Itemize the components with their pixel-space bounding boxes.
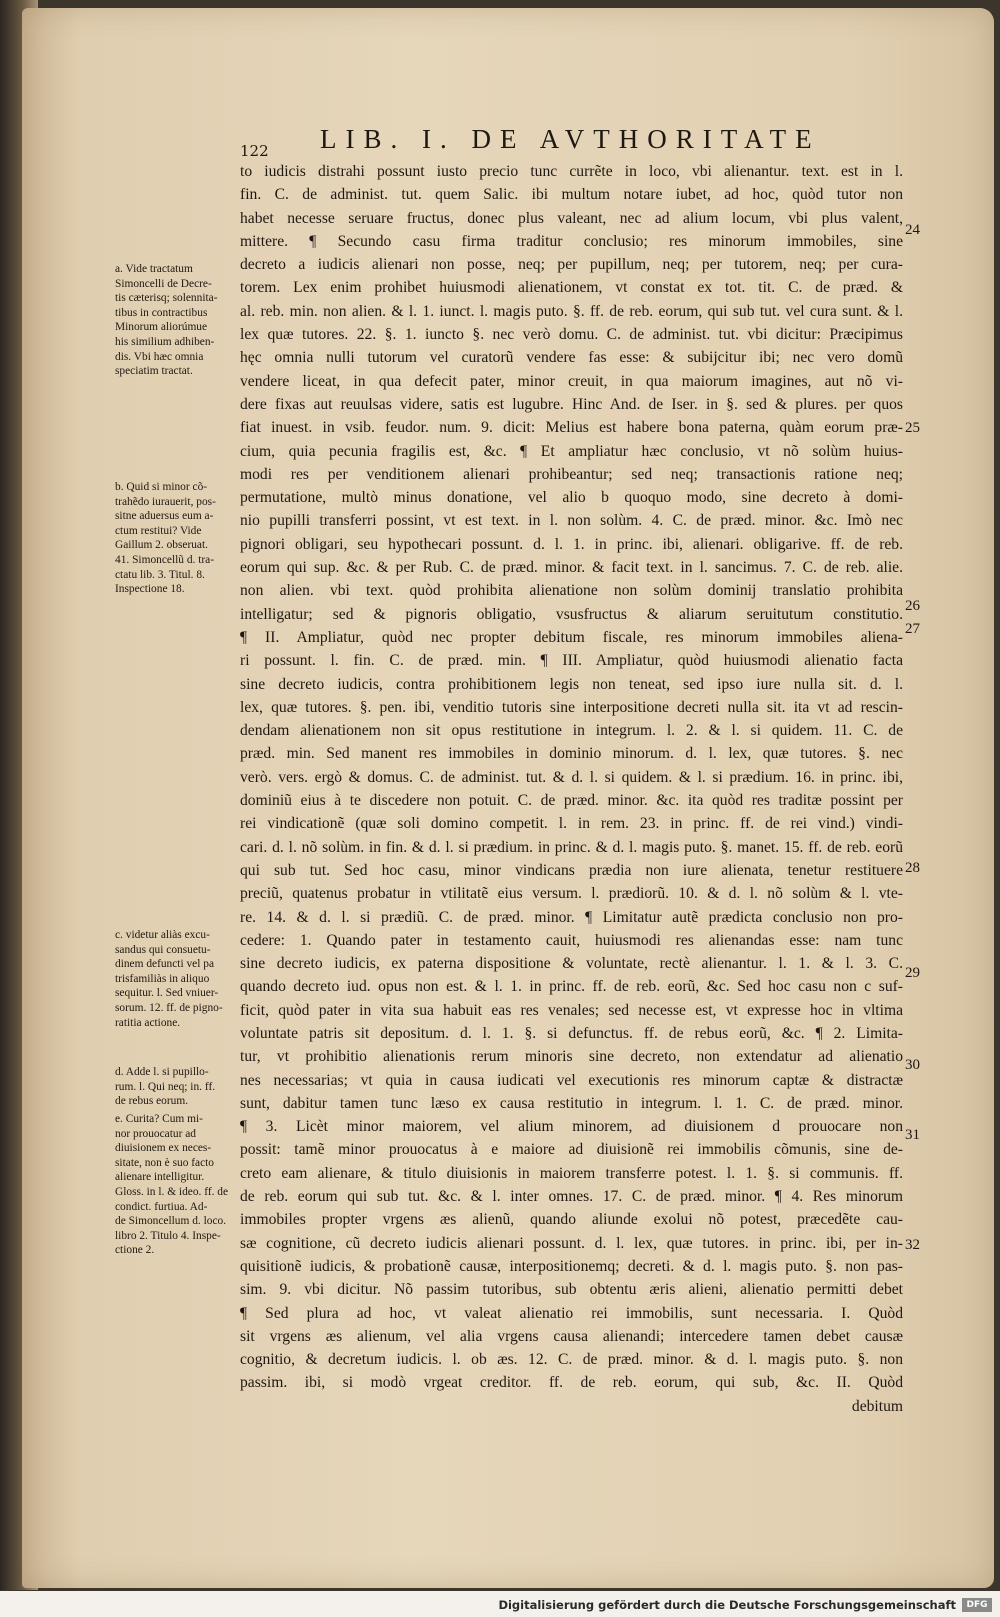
margin-note-line: e. Curita? Cum mi- [115,1113,203,1125]
text-line: ¶ II. Ampliatur, quòd nec propter debitum fiscale, res minorum immobiles aliena- [240,628,903,646]
text-line: cedere: 1. Quando pater in testamento cauit, huiusmodi res alienandas esse: nam tunc [240,931,903,949]
margin-note-line: dinem defuncti vel pa [115,958,215,971]
text-line: sine decreto iudicis, contra prohibitionem legis non teneat, sed ipso iure nulla sit. d. l. [240,675,903,693]
text-line: dere fixas aut reuulsas videre, satis est lugubre. Hinc And. de Iser. in §. sed & plures. per quos [240,395,903,413]
text-line: passim. ibi, si modò vrgeat creditor. ff. de reb. eorum, qui sub, &c. II. Quòd [240,1374,903,1392]
margin-note-line: tibus in contractibus [115,306,208,319]
section-number: 31 [905,1127,920,1143]
text-line: habet necesse seruare fructus, donec plus valeant, nec ad alium locum, vbi plus valent, [240,209,903,227]
margin-note [115,1112,240,1258]
margin-note-line: diuisionem ex neces- [115,1142,212,1155]
margin-note-line: sitne aduersus eum a- [115,510,214,523]
text-line: mittere. ¶ Secundo casu firma traditur conclusio; res minorum immobiles, sine [240,232,903,250]
text-line: præd. min. Sed manent res immobiles in dominio minorum. d. l. lex, quæ tutores. §. nec [240,745,903,763]
margin-note-line: rum. l. Qui neq; in. ff. [115,1080,216,1093]
section-number: 24 [905,222,920,238]
text-line: eorum qui sup. &c. & per Rub. C. de præd. minor. & facit text. in l. sancimus. 7. C. de reb. alie. [240,559,903,577]
dfg-logo-text: DFG [966,1600,988,1610]
text-line: non alien. vbi text. quòd prohibita alienatione non solùm dominij translatio prohibita [240,582,903,600]
text-line: creto eam alienare, & titulo diuisionis in maiorem transferre potest. l. 1. §. si communis. ff. [240,1164,903,1182]
text-line: de reb. eorum qui sub tut. &c. & l. inter omnes. 17. C. de præd. minor. ¶ 4. Res minorum [240,1188,903,1206]
running-header [240,118,930,158]
margin-note-line: trahẽdo iurauerit, pos- [115,495,216,508]
text-line: tur, vt prohibitio alienationis rerum minoris sine decreto, non extendatur ad alienatio [240,1048,903,1066]
text-line: al. reb. min. non alien. & l. 1. iunct. l. magis puto. §. ff. de reb. eorum, qui sub tut. vel cura sunt. & l. [240,302,903,320]
text-line: ficit, quòd pater in vita sua habuit eas res venales; sed necesse est, vt expresse hoc in vltima [240,1001,903,1019]
section-number: 25 [905,420,920,436]
section-number: 26 [905,598,920,614]
margin-note [115,262,240,379]
text-line: fiat inuest. in vsib. feudor. num. 9. dicit: Melius est habere bona paterna, quàm eorum præ- [240,419,903,437]
section-number: 29 [905,965,920,981]
section-number: 30 [905,1057,920,1073]
margin-note-line: sitate, non è suo facto [115,1156,215,1169]
section-numbers [905,0,945,1400]
text-line: pignori obligari, seu hypothecari possunt. d. l. 1. in princ. ibi, alienari. obligarive. ff. de reb. [240,535,903,553]
text-line: voluntate patris sit depositum. d. l. 1. §. si defunctus. ff. de rebus eorũ, &c. ¶ 2. Limita- [240,1024,903,1042]
text-line: intelligatur; sed & pignoris obligatio, vsusfructus & aliarum seruitutum constitutio. [240,605,903,623]
dfg-logo-icon [962,1598,992,1612]
text-line: fin. C. de administ. tut. quem Salic. ibi multum notare iubet, ad hoc, quòd tutor non [240,186,903,204]
text-line: rei vindicationẽ (quæ soli domino competit. l. in rem. 23. in princ. ff. de rei vind.) vindi- [240,815,903,833]
margin-note-line: condict. furtiua. Ad- [115,1200,208,1213]
margin-note-line: 41. Simoncellũ d. tra- [115,553,215,566]
margin-note-line: Simoncelli de Decre- [115,277,212,290]
text-line: cari. d. l. nõ solùm. in fin. & d. l. si prædium. in princ. & d. l. magis puto. §. manet. 15. ff. de reb. eorũ [240,838,903,856]
text-line: sunt, dabitur tamen tunc læso ex causa restitutio in integrum. l. 1. C. de præd. minor. [240,1094,903,1112]
footer-credit: Digitalisierung gefördert durch die Deutsche Forschungsgemeinschaft [498,1598,956,1612]
margin-note-line: de Simoncellum d. loco. [115,1215,227,1228]
margin-note-line: Gloss. in l. & ideo. ff. de [115,1185,229,1198]
text-line: nes necessarias; vt quia in causa iudicati vel executionis res minorum captæ & distractæ [240,1071,903,1089]
margin-note [115,480,240,597]
section-number: 32 [905,1237,920,1253]
footer-bar [0,1591,1000,1617]
text-line: modi res per venditionem alienari prohibeantur; sed neq; transactionis ratione neq; [240,465,903,483]
margin-note-line: a. Vide tractatum [115,263,193,275]
margin-note-line: nor prouocatur ad [115,1127,196,1140]
margin-note-line: sequitur. l. Sed vniuer- [115,987,219,1000]
text-line: ¶ 3. Licèt minor maiorem, vel alium minorem, ad diuisionem d prouocare non [240,1118,903,1136]
text-line: to iudicis distrahi possunt iusto precio tunc currẽte in loco, vbi alienantur. text. est in l. [240,163,903,180]
margin-note-line: de rebus eorum. [115,1095,189,1108]
margin-note-line: c. videtur aliàs excu- [115,929,210,941]
text-line: nio pupilli transferri possint, vt est text. in l. non solùm. 4. C. de præd. minor. &c. Imò nec [240,512,903,530]
margin-note [115,928,240,1030]
text-line: lex, quæ tutores. §. pen. ibi, venditio tutoris sine interpositione decreti nulla sit. ita vt ad rescin- [240,698,903,716]
text-line: quando decreto iud. opus non est. & l. 1. in princ. ff. de reb. eorũ, &c. Sed hoc casu non c suf- [240,978,903,996]
margin-note-line: d. Adde l. si pupillo- [115,1066,209,1078]
section-number: 28 [905,860,920,876]
text-line: torem. Lex enim prohibet huiusmodi alienationem, vt constat ex tot. tit. C. de præd. & [240,279,903,297]
text-line: ri possunt. l. fin. C. de præd. min. ¶ III. Ampliatur, quòd huiusmodi alienatio facta [240,652,903,670]
text-line: dominiũ eius à te discedere non potuit. C. de præd. minor. &c. ita quòd res traditæ possint per [240,792,903,810]
section-number: 27 [905,621,920,637]
running-title: LIB. I. DE AVTHORITATE [320,124,821,154]
text-line: preciũ, quatenus probatur in vtilitatẽ eius versum. l. prædiorũ. 10. & d. l. nõ solùm & l. vte- [240,885,903,903]
text-line: re. 14. & d. l. si prædiũ. C. de præd. minor. ¶ Limitatur autẽ prædicta conclusio non pro- [240,908,903,926]
margin-note-line: alienare intelligitur. [115,1171,205,1184]
margin-note-line: ratitia actione. [115,1016,181,1029]
text-line: sæ cognitione, cũ decreto iudicis alienari possunt. d. l. lex, quæ tutores. in princ. ibi, per in- [240,1234,903,1252]
text-line: decreto a iudicis alienari non posse, neq; per pupillum, neq; per tutorem, neq; per cura- [240,256,903,274]
margin-note-line: Gaillum 2. obseruat. [115,539,209,552]
text-line: ¶ Sed plura ad hoc, vt valeat alienatio rei immobilis, sunt necessaria. I. Quòd [240,1304,903,1322]
margin-note-line: ctatu lib. 3. Titul. 8. [115,568,205,581]
margin-note-line: b. Quid si minor cõ- [115,481,208,493]
margin-note-line: his similium adhiben- [115,335,215,348]
text-line: vendere liceat, in qua defecit pater, minor creuit, in qua maiorum imagines, aut nõ vi- [240,372,903,390]
text-line: permutatione, multò minus donatione, vel alio b quoquo modo, sine decreto à domi- [240,489,903,507]
text-line: sine decreto iudicis, ex paterna dispositione & voluntate, rectè alienantur. l. 1. & l. 3. C. [240,955,903,973]
text-line: possit: tamẽ minor prouocatus à e maiore ad diuisionẽ rei immobilis cõmunis, sine de- [240,1141,903,1159]
main-text-column [240,160,903,1418]
text-line: lex quæ tutores. 22. §. 1. iuncto §. nec verò domu. C. de administ. tut. vbi dicitur: Præcipimus [240,326,903,344]
margin-note-line: Inspectione 18. [115,583,185,596]
margin-note-line: sorum. 12. ff. de pigno- [115,1001,223,1014]
page-number: 122 [240,142,269,160]
margin-note-line: ctum restitui? Vide [115,524,202,537]
text-line: dendam alienationem non sit opus restitutione in integrum. l. 2. & l. si quidem. 11. C. de [240,722,903,740]
text-line: qui sub tut. Sed hoc casu, minor vindicans prædia non iure alienata, tenetur restituere [240,861,903,879]
text-line: immobiles propter vrgens æs alienũ, quando aliunde exolui nõ potest, præcedẽte cau- [240,1211,903,1229]
text-line: debitum [851,1397,903,1415]
margin-note-line: tis cæterisq; solennita- [115,292,218,305]
text-line: sim. 9. vbi dicitur. Nõ passim tutoribus, sub obtentu æris alieni, alienatio permitti debet [240,1281,903,1299]
text-line: verò. vers. ergò & domus. C. de administ. tut. & d. l. si quidem. & l. si prædium. 16. in princ. ibi, [240,768,903,786]
margin-note-line: sandus qui consuetu- [115,943,211,956]
margin-note [115,1065,240,1109]
text-line: sit vrgens æs alienum, vel alia vrgens causa alienandi; intercedere tamen debet causæ [240,1327,903,1345]
margin-note-line: Minorum aliorúmue [115,321,208,334]
margin-note-line: ctione 2. [115,1244,155,1257]
margin-note-line: trisfamiliàs in aliquo [115,972,210,985]
text-line: cium, quia pecunia fragilis est, &c. ¶ Et ampliatur hæc conclusio, vt nõ solùm huius- [240,442,903,460]
text-line: quisitionẽ iudicis, & probationẽ causæ, interpositionemq; decreti. & d. l. magis puto. §. non pas- [240,1257,903,1275]
margin-note-line: dis. Vbi hæc omnia [115,350,204,363]
text-line: cognitio, & decretum iudicis. l. ob æs. 12. C. de præd. minor. & d. l. magis puto. §. non [240,1351,903,1369]
text-line: hęc omnia nulli tutorum vel curatorũ vendere fas esse: & subijcitur ibi; nec vero domũ [240,349,903,367]
margin-note-line: speciatim tractat. [115,365,193,378]
margin-note-line: libro 2. Titulo 4. Inspe- [115,1229,221,1242]
